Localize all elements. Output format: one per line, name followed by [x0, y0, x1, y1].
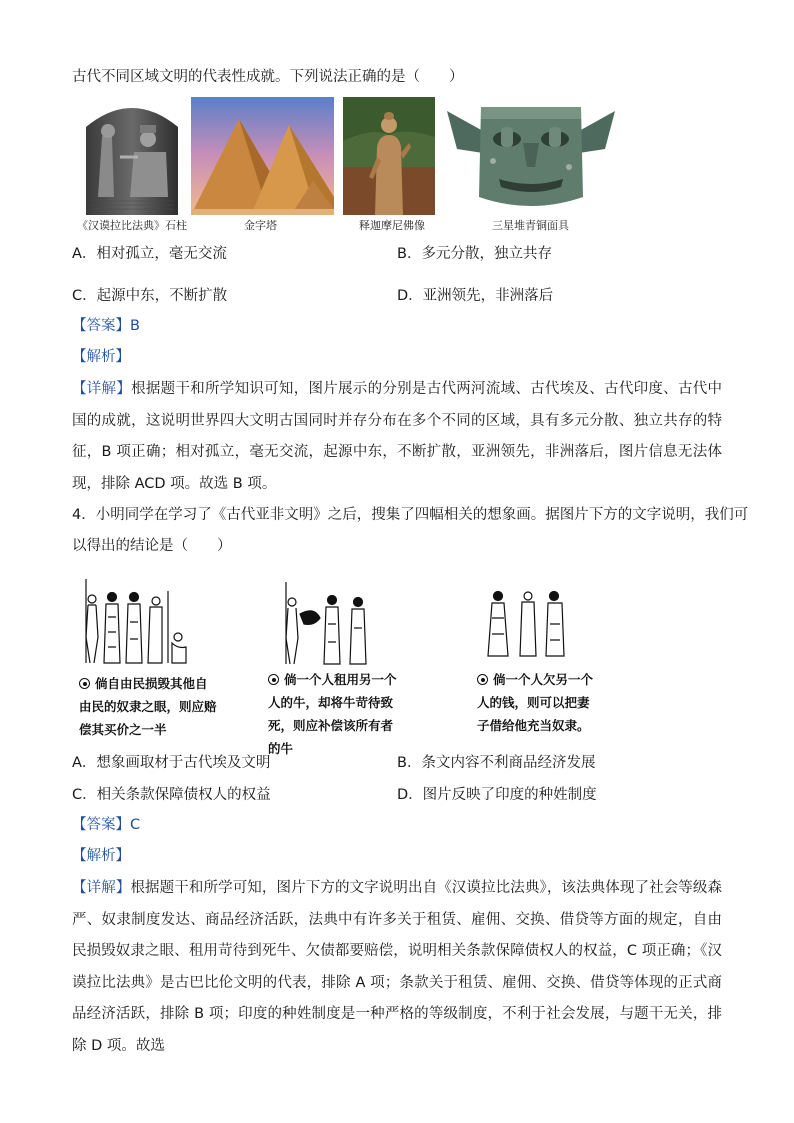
bullet-icon: [268, 674, 279, 685]
illustration-caption-1: [79, 672, 217, 741]
q3-detail-text: 根据题干和所学知识可知，图片展示的分别是古代两河流域、古代埃及、古代印度、古代中国的成就，这说明世界四大文明古国同时并存分布在多个不同的区域，具有多元分散、独立共存的特征，B 项正确；相对孤立，毫无交流，起源中东，不断扩散，亚洲领先，非洲落后，图片信息无法体现，排除 ACD 项。故选 B 项。: [72, 381, 723, 492]
caption-2-line-4: 的牛: [268, 741, 294, 756]
bullet-icon: [79, 678, 90, 689]
q4-option-d: D．图片反映了印度的种姓制度: [397, 787, 597, 803]
q3-stem: 古代不同区域文明的代表性成就。下列说法正确的是（ ）: [72, 69, 464, 85]
illustration-caption-2: [268, 668, 397, 756]
caption-mask: 三星堆青铜面具: [492, 219, 569, 232]
q3-detail: [72, 374, 722, 500]
illustration-caption-3: [477, 668, 593, 737]
q4-stem-line2: 以得出的结论是（ ）: [72, 538, 232, 554]
illustration-eye-damage: [78, 577, 190, 667]
caption-hammurabi: 《汉谟拉比法典》石柱: [77, 219, 187, 232]
caption-1-line-2: 由民的奴隶之眼，则应赔: [79, 699, 217, 714]
q4-option-c: C．相关条款保障债权人的权益: [72, 787, 271, 803]
hammurabi-stele-image: [80, 97, 184, 215]
caption-pyramids: 金字塔: [244, 219, 277, 232]
q4-detail: [72, 873, 722, 1062]
caption-buddha: 释迦摩尼佛像: [359, 219, 425, 232]
q4-stem-line1: 4．小明同学在学习了《古代亚非文明》之后，搜集了四幅相关的想象画。据图片下方的文字说明，我们可: [72, 507, 749, 523]
q4-detail-label: 【详解】: [72, 880, 131, 896]
q4-analysis-label: 【解析】: [72, 848, 130, 864]
caption-3-line-2: 人的钱，则可以把妻: [477, 695, 590, 710]
caption-1-line-3: 偿其买价之一半: [79, 722, 167, 737]
q3-answer: 【答案】B: [72, 318, 140, 334]
q4-option-b: B．条文内容不利商品经济发展: [397, 755, 596, 771]
caption-2-line-2: 人的牛，却将牛苛待致: [268, 695, 394, 710]
illustration-debt: [484, 584, 570, 658]
caption-3-line-1: 倘一个人欠另一个: [493, 672, 594, 687]
q4-option-a: A．想象画取材于古代埃及文明: [72, 755, 271, 771]
caption-1-line-1: 倘自由民损毁其他自: [95, 676, 208, 691]
q3-option-b: B．多元分散，独立共存: [397, 246, 552, 262]
caption-3-line-3: 子借给他充当奴隶。: [477, 718, 590, 733]
caption-2-line-1: 倘一个人租用另一个: [284, 672, 397, 687]
q4-detail-text: 根据题干和所学可知，图片下方的文字说明出自《汉谟拉比法典》，该法典体现了社会等级森严、奴隶制度发达、商品经济活跃，法典中有许多关于租赁、雇佣、交换、借贷等方面的规定，自由民损毁奴隶之眼、租用苛待到死牛、欠债都要赔偿，说明相关条款保障债权人的权益，C 项正确；《汉谟拉比法典》是古巴比伦文明的代表，排除 A 项；条款关于租赁、雇佣、交换、借贷等体现的正式商品经济活跃，排除 B 项；印度的种姓制度是一种严格的等级制度，不利于社会发展，与题干无关，排除 D 项。故选: [72, 880, 723, 1054]
q3-analysis-label: 【解析】: [72, 349, 130, 365]
q4-answer: 【答案】C: [72, 817, 141, 833]
bullet-icon: [477, 674, 488, 685]
bronze-mask-image: [443, 97, 619, 215]
q3-option-d: D．亚洲领先，非洲落后: [397, 288, 554, 304]
q3-option-a: A．相对孤立，毫无交流: [72, 246, 227, 262]
pyramids-image: [191, 97, 334, 215]
caption-2-line-3: 死，则应补偿该所有者: [268, 718, 394, 733]
q3-option-c: C．起源中东，不断扩散: [72, 288, 228, 304]
q3-detail-label: 【详解】: [72, 381, 132, 397]
illustration-ox-rental: [280, 580, 380, 666]
buddha-statue-image: [343, 97, 435, 215]
